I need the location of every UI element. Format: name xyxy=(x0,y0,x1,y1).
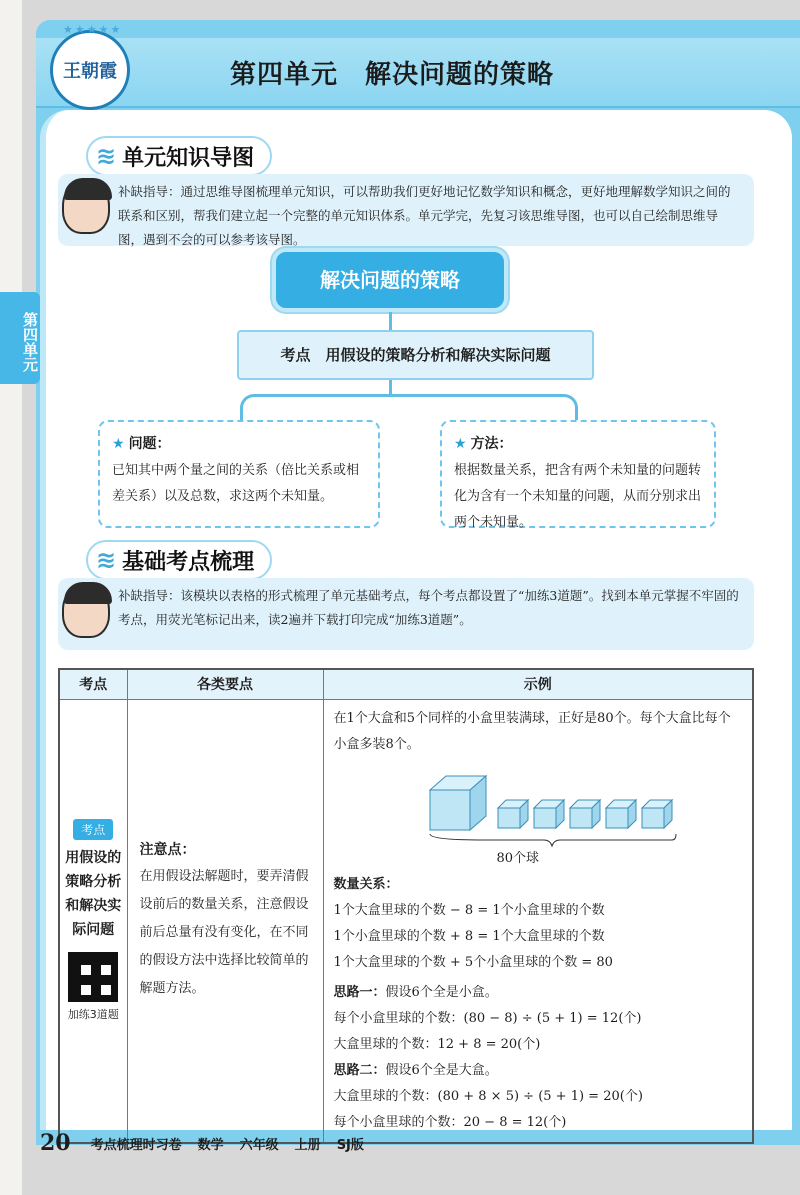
logo-text: 王朝霞 xyxy=(63,61,117,82)
small-box-icon xyxy=(570,800,600,828)
mindmap-kaodian: 考点 用假设的策略分析和解决实际问题 xyxy=(237,330,594,380)
example-problem: 在1个大盒和5个同样的小盒里装满球，正好是80个。每个大盒比每个小盒多装8个。 xyxy=(333,710,731,752)
relation-head: 数量关系： xyxy=(333,876,399,892)
problem-box xyxy=(98,420,380,528)
qr-label: 加练3道题 xyxy=(67,1008,119,1021)
section-label: 单元知识导图 xyxy=(122,145,255,171)
tip-text: 补缺指导：该模块以表格的形式梳理了单元基础考点，每个考点都设置了“加练3道题”。找到本单元掌握不牢固的考点，用荧光笔标记出来，读2遍并下载打印完成“加练3道题”。 xyxy=(118,588,739,627)
idea1-line: 每个小盒里球的个数：(80 − 8) ÷ (5 + 1) = 12(个) xyxy=(333,1010,642,1026)
table-header-row xyxy=(59,669,753,699)
grade: 六年级 xyxy=(239,1137,279,1153)
section-head-basics xyxy=(86,540,272,580)
girl-avatar-icon xyxy=(62,178,110,234)
idea1-head: 思路一： xyxy=(333,984,386,1000)
notes-cell xyxy=(127,699,323,1143)
wave-icon: ≋ xyxy=(96,546,117,574)
method-title: 方法： xyxy=(470,436,513,452)
small-box-icon xyxy=(534,800,564,828)
page-footer xyxy=(40,1128,800,1158)
stars-icon: ★★★★★ xyxy=(63,23,123,36)
edition: SJ版 xyxy=(336,1137,364,1153)
term: 上册 xyxy=(294,1137,321,1153)
page-title: 第四单元 解决问题的策略 xyxy=(230,60,555,90)
unit-side-tab: 第四单元 xyxy=(0,292,40,384)
table-header: 示例 xyxy=(323,669,753,699)
brace-icon xyxy=(430,834,676,846)
qr-code-icon[interactable] xyxy=(68,952,118,1002)
idea1-text: 假设6个全是小盒。 xyxy=(385,984,498,1000)
big-box-icon xyxy=(430,776,486,830)
section-label: 基础考点梳理 xyxy=(122,549,255,575)
tip-box-mindmap xyxy=(58,174,754,246)
idea2-line: 大盒里球的个数：(80 + 8 × 5) ÷ (5 + 1) = 20(个) xyxy=(333,1088,643,1104)
idea2-text: 假设6个全是大盒。 xyxy=(385,1062,498,1078)
relation-line: 1个小盒里球的个数 + 8 = 1个大盒里球的个数 xyxy=(333,928,605,944)
kp-name: 用假设的策略分析和解决实际问题 xyxy=(65,850,122,938)
kaodian-table xyxy=(58,668,754,1144)
figure-label: 80个球 xyxy=(496,850,540,866)
small-box-icon xyxy=(642,800,672,828)
star-icon: ★ xyxy=(112,436,125,452)
method-text: 根据数量关系，把含有两个未知量的问题转化为含有一个未知量的问题，从而分别求出两个未知量。 xyxy=(454,463,702,530)
table-header: 考点 xyxy=(59,669,127,699)
publisher-logo xyxy=(50,23,130,110)
kp-cell xyxy=(59,699,127,1143)
boy-avatar-icon xyxy=(62,582,110,638)
tip-text: 补缺指导：通过思维导图梳理单元知识，可以帮助我们更好地记忆数学知识和概念，更好地理解数学知识之间的联系和区别，帮我们建立起一个完整的单元知识体系。单元学完，先复习该思维导图，也可以自己绘制思维导图，遇到不会的可以参考该导图。 xyxy=(118,184,731,247)
example-cell xyxy=(323,699,753,1143)
boxes-figure xyxy=(424,762,724,848)
idea1-line: 大盒里球的个数：12 + 8 = 20(个) xyxy=(333,1036,541,1052)
connector-line xyxy=(389,380,392,395)
section-head-mindmap xyxy=(86,136,272,176)
wave-icon: ≋ xyxy=(96,142,117,170)
tip-box-basics xyxy=(58,578,754,650)
book-name: 考点梳理时习卷 xyxy=(90,1137,182,1153)
small-box-icon xyxy=(498,800,528,828)
method-box xyxy=(440,420,716,528)
mindmap-root: 解决问题的策略 xyxy=(272,248,508,312)
connector-line xyxy=(389,312,392,330)
idea2-head: 思路二： xyxy=(333,1062,386,1078)
star-icon: ★ xyxy=(454,436,467,452)
subject: 数学 xyxy=(197,1137,224,1153)
page-number: 20 xyxy=(40,1130,71,1156)
note-body: 在用假设法解题时，要弄清假设前后的数量关系，注意假设前后总量有没有变化，在不同的假设方法中选择比较简单的解题方法。 xyxy=(139,868,309,996)
relation-line: 1个大盒里球的个数 − 8 = 1个小盒里球的个数 xyxy=(333,902,605,918)
problem-text: 已知其中两个量之间的关系（倍比关系或相差关系）以及总数，求这两个未知量。 xyxy=(112,463,360,504)
kp-tag: 考点 xyxy=(73,819,113,840)
table-header: 各类要点 xyxy=(127,669,323,699)
small-box-icon xyxy=(606,800,636,828)
idea2-line: 每个小盒里球的个数：20 − 8 = 12(个) xyxy=(333,1114,567,1130)
relation-line: 1个大盒里球的个数 + 5个小盒里球的个数 = 80 xyxy=(333,954,613,970)
problem-title: 问题： xyxy=(128,436,171,452)
note-head: 注意点： xyxy=(139,841,196,858)
table-row xyxy=(59,699,753,1143)
